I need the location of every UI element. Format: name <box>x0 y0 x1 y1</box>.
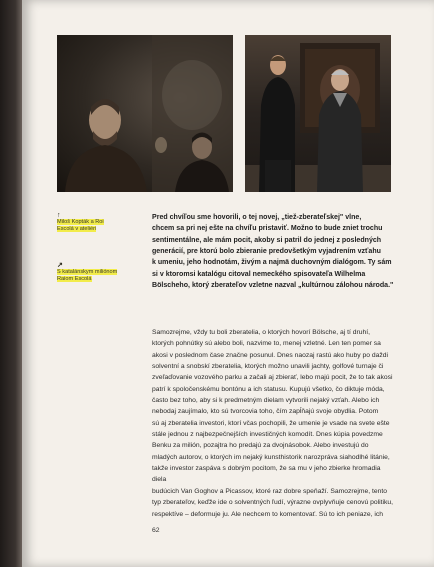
answer-line: mladých autorov, o ktorých im nejaký kunsthistorik narozpráva siahodlhé litánie, <box>152 453 390 461</box>
question-line: generácií, pre ktorú bolo zbieranie predovšetkým vyjadrením vzťahu <box>152 248 381 256</box>
answer-line: solventní a snobskí zberatelia, ktorých možno unavili jachty, golfové turnaje či <box>152 363 384 371</box>
caption-line: Miloš Kopták a Roi <box>57 219 104 225</box>
answer-line: zveľaďovanie vozového parku a začali aj zbierať, lebo majú pocit, že to tak akosi <box>152 374 393 382</box>
photo-two-men-studio <box>57 35 233 192</box>
question-line: sentimentálne, ale mám pocit, akoby si patril do jednej z posledných <box>152 236 382 244</box>
answer-line: stále jednou z najbezpečnejších investičných komodít. Dnes kúpia povedzme <box>152 431 383 439</box>
answer-line: typ zberateľov, keďže ide o solventných ľudí, výrazne ovplyvňuje cenovú politiku, <box>152 499 393 507</box>
answer-line: sú aj zberatelia investori, ktorí včas pochopili, že umenie je vsade na svete ešte <box>152 419 390 427</box>
page-number: 62 <box>152 527 160 534</box>
interview-answer <box>152 327 396 520</box>
answer-line: akosi v poslednom čase značne posunul. Dnes naozaj rastú ako huby po daždi <box>152 351 389 359</box>
answer-line: Samozrejme, vždy tu boli zberatelia, o ktorých hovorí Bölsche, aj tí druhí, <box>152 329 370 336</box>
caption-line: Escolá v ateliéri <box>57 226 97 233</box>
answer-line: Benku za milión, pozajtra ho predajú za dvojnásobok. Alebo investujú do <box>152 442 369 450</box>
question-line: k umeniu, jeho hodnotám, živým a najmä duchovným dialógom. Ty sám <box>152 259 392 267</box>
caption-line: S katalánskym miliónom <box>57 269 118 275</box>
interview-question <box>152 212 396 291</box>
answer-line: často bez toho, aby si k predmetným dielam vytvorili nejaký vzťah. Alebo ich <box>152 397 380 405</box>
answer-line: budúcich Van Goghov a Picassov, ktoré raz dobre speňaží. Samozrejme, tento <box>152 487 388 495</box>
question-line: si v ktoromsi katalógu citoval nemeckého spisovateľa Wilhelma <box>152 270 366 278</box>
answer-line: patrí k spoločenskému bontónu a ich statusu. Kupujú všetko, čo diktuje móda, <box>152 385 385 393</box>
answer-line: respektíve – deformuje ju. Ale nechcem to komentovať. Sú to ich peniaze, ich <box>152 510 384 518</box>
answer-line: ktorých pohnútky sú alebo boli, nazvime to, menej vzletné. Len ten pomer sa <box>152 340 381 348</box>
answer-line: takže investor zaspáva s dobrým pocitom, že sa mu v jeho zbierke hromadia diela <box>152 465 381 484</box>
question-line: chcem sa pri nej ešte na chvíľu pristaviť. Možno to bude zniet trochu <box>152 225 383 233</box>
question-line: Pred chvíľou sme hovorili, o tej novej, „tiež-zberateľskej" vlne, <box>152 214 362 221</box>
arrow-up-right-icon: ↗ <box>57 262 63 269</box>
question-line: Bölscheho, ktorý zberateľov vzletne nazval „kultúrnou zálohou národa." <box>152 282 394 290</box>
photo-two-men-studio-illustration <box>57 35 233 192</box>
caption-line: Raiom Escolá <box>57 276 92 283</box>
arrow-up-icon: ↑ <box>57 212 61 219</box>
photo-two-men-standing <box>245 35 391 192</box>
photo-two-men-standing-illustration <box>245 35 391 192</box>
answer-line: nebodaj zaujímalo, kto sú tvorcovia toho, čím zapĺňajú svoje obydlia. Potom <box>152 408 379 416</box>
photo-caption-2 <box>57 262 135 284</box>
photo-caption-1 <box>57 212 135 234</box>
book-spine <box>0 0 22 567</box>
